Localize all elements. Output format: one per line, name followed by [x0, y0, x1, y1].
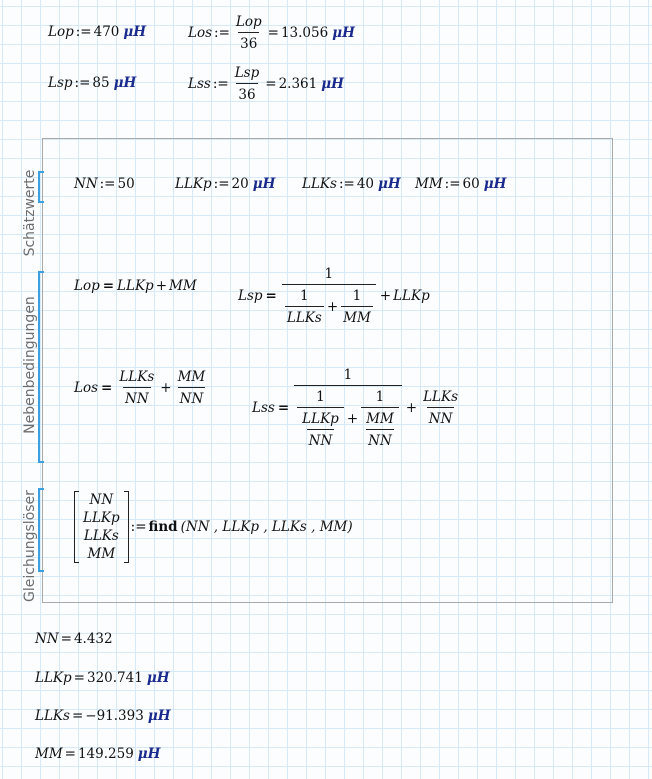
numerator: 1 — [300, 288, 309, 304]
vector-entry: MM — [87, 546, 116, 562]
value: 85 — [92, 75, 110, 91]
unit: μH — [123, 24, 147, 40]
assign-op: := — [75, 24, 92, 40]
numerator: MM — [366, 411, 394, 427]
numerator: LLKs — [423, 389, 459, 405]
bracket-constraints — [38, 271, 44, 463]
lhs: Lss — [252, 400, 275, 416]
unit: μH — [252, 176, 276, 192]
vector-entry: LLKp — [83, 510, 120, 526]
outer-fraction — [282, 266, 376, 326]
plus-op: + — [379, 288, 392, 304]
label-solver: Gleichungslöser — [22, 490, 38, 602]
equals-op: = — [64, 746, 76, 762]
fraction — [234, 14, 264, 52]
nested-fraction-b — [364, 411, 396, 449]
fraction-a — [117, 369, 156, 407]
find-arguments: (NN , LLKp , LLKs , MM) — [180, 519, 353, 535]
var-name: MM — [35, 746, 63, 762]
value: 320.741 — [86, 670, 143, 686]
var-name: MM — [415, 176, 443, 192]
lhs: Los — [74, 380, 99, 396]
assign-op: := — [213, 176, 230, 192]
equals-op: = — [267, 25, 279, 41]
value: −91.393 — [85, 708, 144, 724]
bracket-guesses — [38, 171, 44, 203]
label-constraints: Nebenbedingungen — [22, 296, 38, 434]
term-a: LLKp — [117, 278, 154, 294]
tail-fraction — [421, 389, 460, 427]
constraint-lop[interactable] — [74, 278, 197, 294]
denominator: 36 — [238, 32, 259, 52]
equals-op: = — [73, 670, 85, 686]
value: 20 — [231, 176, 249, 192]
assign-op: := — [74, 75, 91, 91]
unit: μH — [147, 708, 171, 724]
result-nn[interactable] — [35, 631, 113, 647]
var-name: LLKp — [175, 176, 212, 192]
bold-equals: = — [265, 288, 277, 304]
numerator: LLKs — [119, 369, 155, 385]
assign-op: := — [99, 176, 116, 192]
var-name: Lss — [188, 76, 211, 92]
value: 60 — [462, 176, 480, 192]
los-definition[interactable] — [188, 14, 355, 52]
var-name: Lsp — [48, 75, 73, 91]
denominator — [294, 385, 402, 449]
denominator: NN — [123, 387, 151, 407]
denominator: NN — [427, 407, 455, 427]
numerator: Lsp — [234, 65, 260, 81]
vector-entry: NN — [89, 492, 114, 508]
tail-term: LLKp — [393, 288, 430, 304]
vector-entry: LLKs — [83, 528, 119, 544]
inner-fraction-a — [285, 288, 324, 326]
bold-equals: = — [101, 380, 113, 396]
denominator: 36 — [236, 83, 257, 103]
assign-op: := — [130, 519, 147, 535]
bracket-solver — [38, 488, 44, 572]
assign-op: := — [212, 76, 229, 92]
result: 13.056 — [280, 25, 329, 41]
guess-llks[interactable] — [302, 176, 401, 192]
equals-op: = — [71, 708, 84, 724]
lop-definition[interactable] — [48, 24, 146, 40]
result-llks[interactable] — [35, 708, 170, 724]
lhs: Lop — [74, 278, 100, 294]
find-function: find — [148, 519, 178, 535]
equals-op: = — [265, 76, 277, 92]
lsp-definition[interactable] — [48, 75, 136, 91]
constraint-lsp[interactable] — [238, 266, 430, 326]
find-solver[interactable] — [74, 491, 353, 563]
unit: μH — [321, 76, 344, 92]
unit: μH — [332, 25, 355, 41]
unit: μH — [483, 176, 507, 192]
numerator: MM — [177, 369, 206, 385]
solution-vector — [74, 491, 129, 563]
denominator: NN — [366, 429, 394, 449]
numerator: Lop — [235, 14, 262, 30]
denominator: NN — [307, 429, 335, 449]
unit: μH — [378, 176, 401, 192]
value: 470 — [93, 24, 120, 40]
constraint-los[interactable] — [74, 369, 209, 407]
value: 149.259 — [77, 746, 134, 762]
inner-fraction-a — [297, 389, 344, 449]
lhs: Lsp — [238, 288, 263, 304]
guess-nn[interactable] — [74, 176, 135, 192]
denominator — [297, 407, 344, 449]
var-name: NN — [74, 176, 98, 192]
numerator: LLKp — [302, 411, 339, 427]
numerator: 1 — [343, 367, 353, 383]
var-name: NN — [35, 631, 59, 647]
denominator — [361, 407, 399, 449]
var-name: LLKs — [35, 708, 70, 724]
plus-op: + — [155, 278, 168, 294]
bold-equals: = — [102, 278, 115, 294]
unit: μH — [137, 746, 161, 762]
assign-op: := — [338, 176, 355, 192]
plus-op: + — [405, 400, 418, 416]
inner-fraction-b — [341, 288, 373, 326]
label-guesses: Schätzwerte — [22, 169, 38, 257]
var-name: LLKp — [35, 670, 72, 686]
unit: μH — [113, 75, 137, 91]
unit: μH — [146, 670, 170, 686]
guess-llkp[interactable] — [175, 176, 275, 192]
guess-mm[interactable] — [415, 176, 506, 192]
plus-op: + — [326, 299, 339, 315]
bold-equals: = — [277, 400, 290, 416]
result-llkp[interactable] — [35, 670, 169, 686]
fraction-b — [176, 369, 208, 407]
outer-fraction — [294, 367, 402, 449]
nested-fraction-a — [300, 411, 341, 449]
constraint-lss[interactable] — [252, 367, 462, 449]
numerator: 1 — [375, 389, 385, 405]
result: 2.361 — [278, 76, 318, 92]
equals-op: = — [60, 631, 72, 647]
denominator: LLKs — [285, 306, 324, 326]
var-name: LLKs — [302, 176, 337, 192]
fraction — [233, 65, 262, 103]
assign-op: := — [214, 25, 230, 41]
value: 50 — [117, 176, 135, 192]
plus-op: + — [346, 411, 359, 427]
plus-op: + — [160, 380, 172, 396]
var-name: Lop — [48, 24, 74, 40]
assign-op: := — [444, 176, 461, 192]
denominator: MM — [341, 306, 373, 326]
var-name: Los — [188, 25, 213, 41]
inner-fraction-b — [361, 389, 399, 449]
denominator: NN — [178, 387, 206, 407]
result-mm[interactable] — [35, 746, 160, 762]
numerator: 1 — [352, 288, 362, 304]
numerator: 1 — [316, 389, 325, 405]
value: 4.432 — [73, 631, 113, 647]
lss-definition[interactable] — [188, 65, 344, 103]
term-b: MM — [169, 278, 197, 294]
denominator — [282, 284, 376, 326]
value: 40 — [356, 176, 375, 192]
numerator: 1 — [324, 266, 334, 282]
